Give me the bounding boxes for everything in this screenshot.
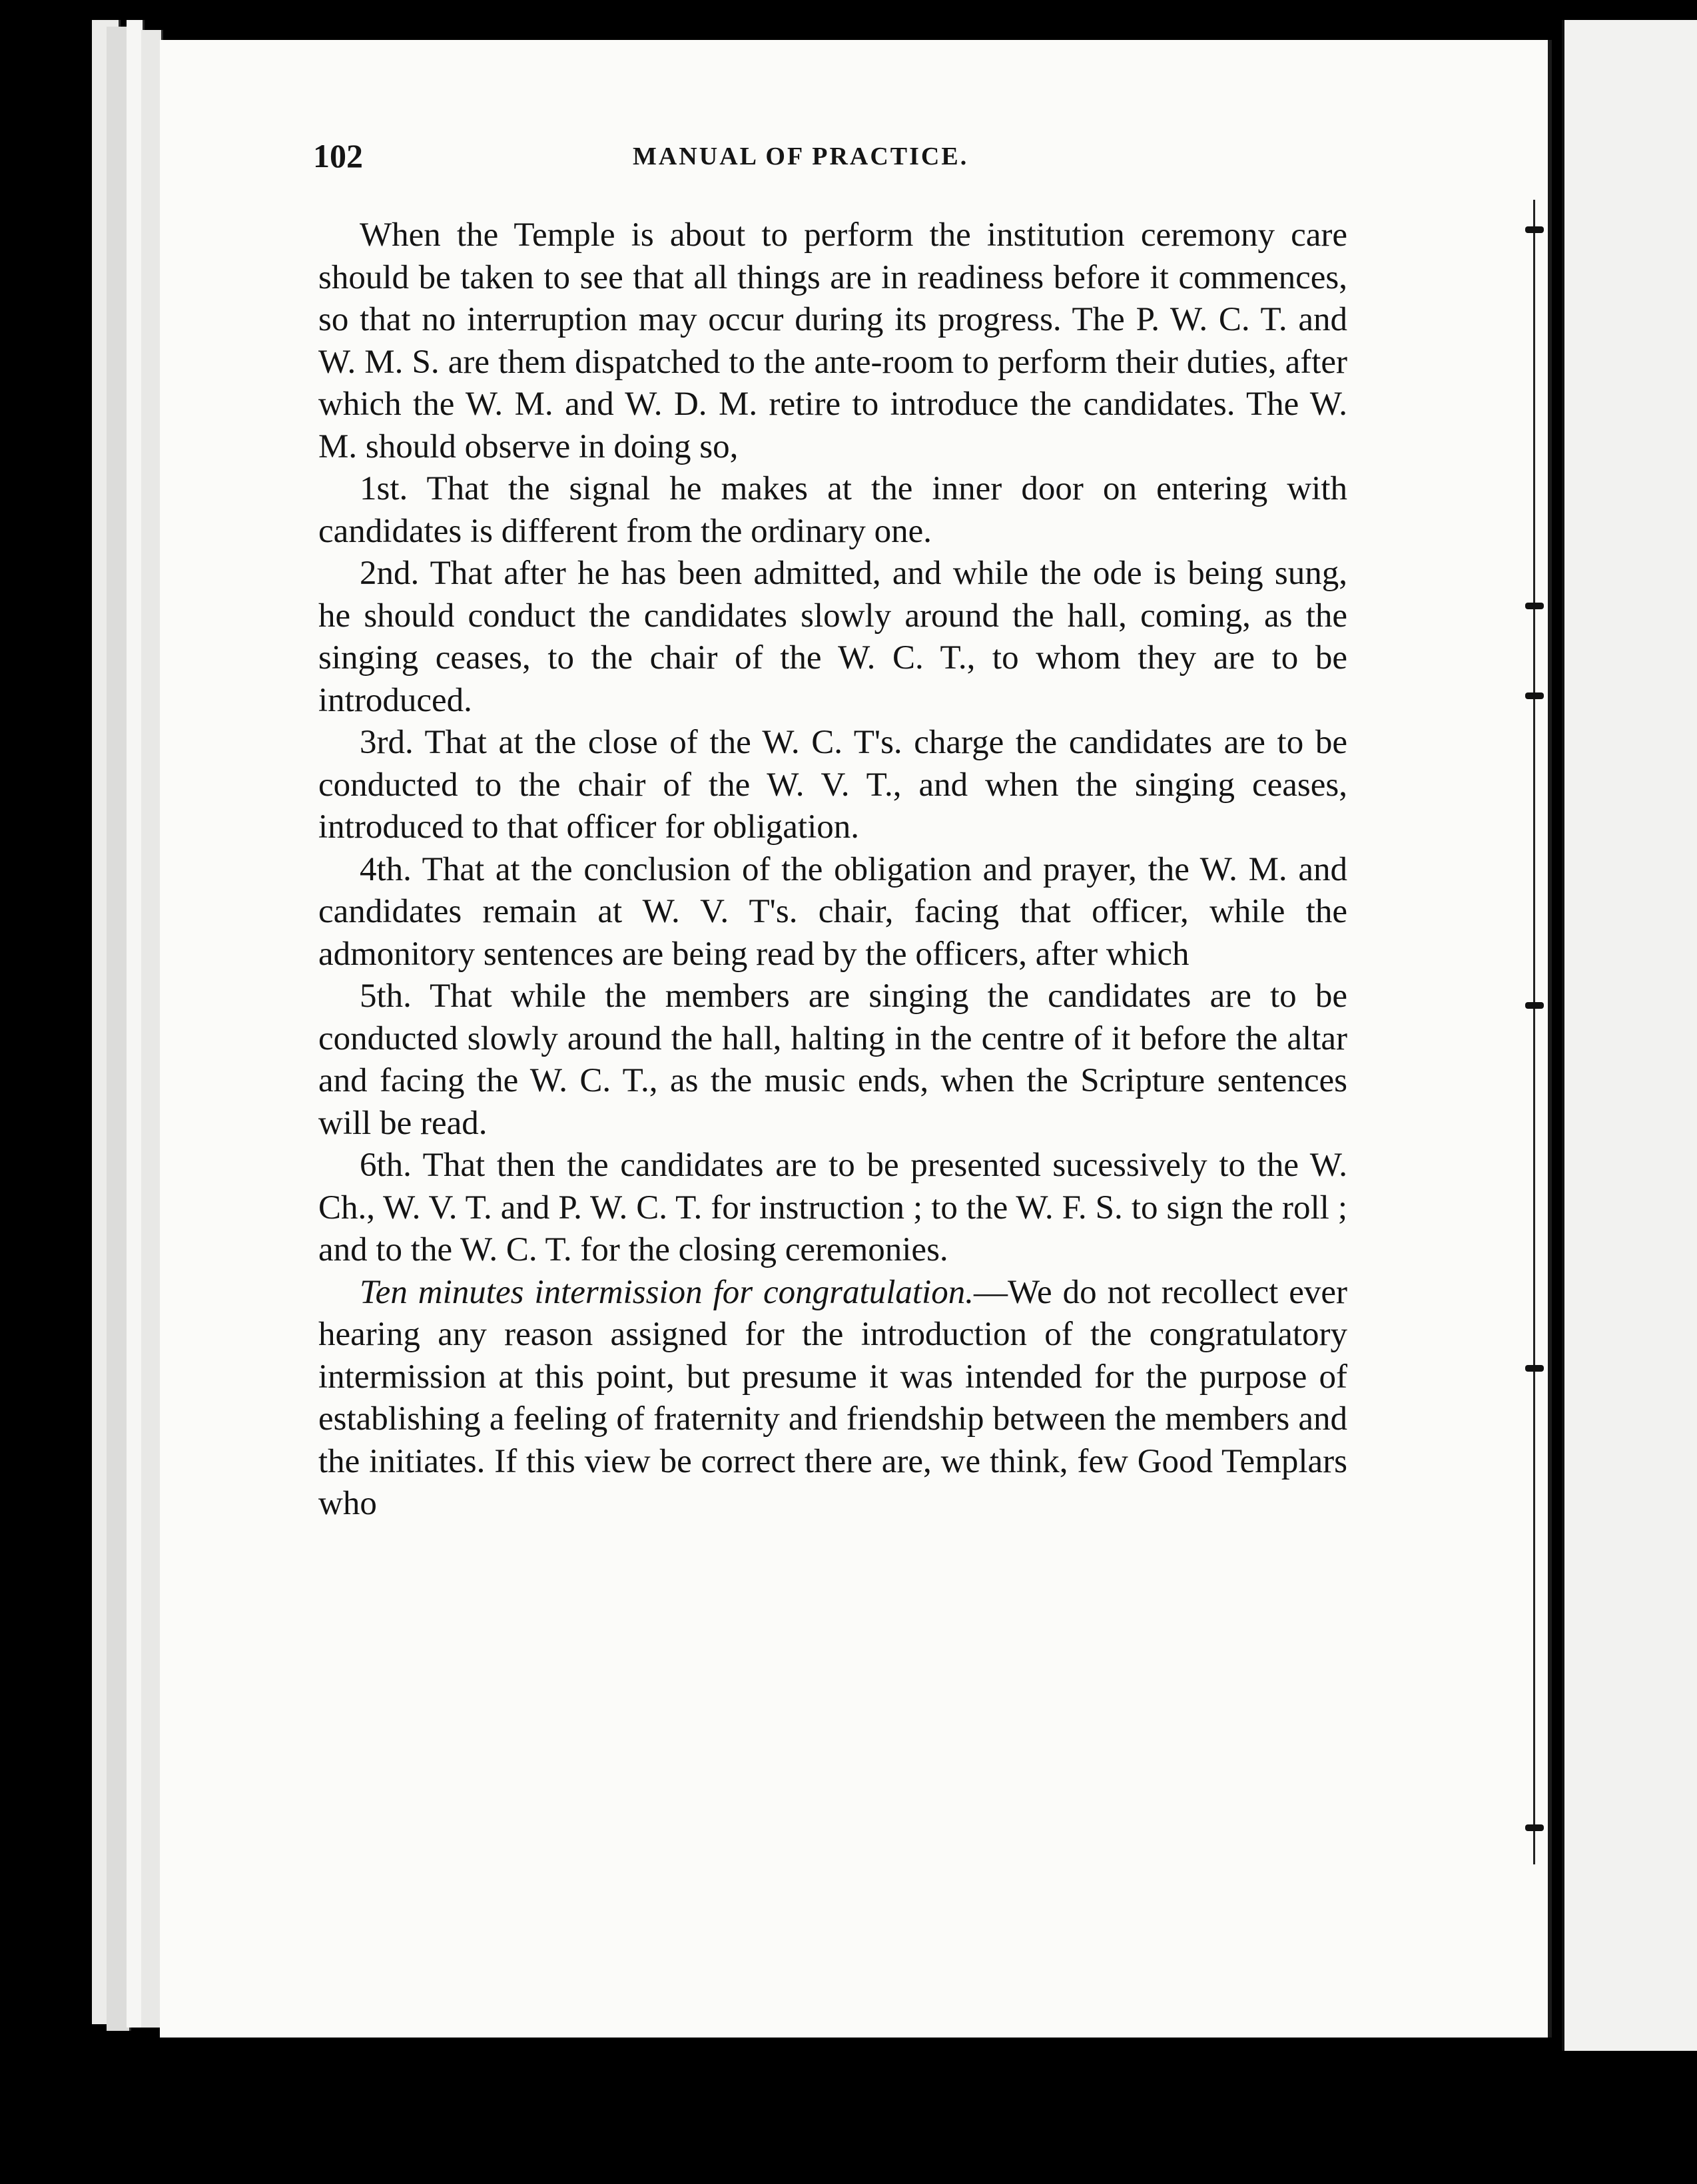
paragraph: 5th. That while the members are singing the candidates are to be conducted slowly around the hall, halting in the centre of it before the altar and facing the W. C. T., as the music ends, when the Scripture sentences will be read. xyxy=(318,977,1347,1142)
page-header xyxy=(313,136,1352,183)
facing-page-strip xyxy=(1562,20,1697,2051)
binding-thread xyxy=(1533,200,1535,1864)
binding-stitch xyxy=(1525,692,1544,699)
paragraph-last xyxy=(318,1272,1347,1525)
paragraph: 1st. That the signal he makes at the inner door on entering with candidates is different from the ordinary one. xyxy=(318,470,1347,550)
paragraph-text: —We do not recollect ever hearing any reason assigned for the introduction of the congratulatory intermission at this point, but presume it was intended for the purpose of establishing a feeling of fraternity and friendship between the members and the initiates. If this view be correct there are, we think, few Good Templars who xyxy=(318,1273,1347,1522)
paragraph: 2nd. That after he has been admitted, and while the ode is being sung, he should conduct the candidates slowly around the hall, coming, as the singing ceases, to the chair of the W. C. T., to whom they are to be introduced. xyxy=(318,555,1347,719)
binding-stitch xyxy=(1525,226,1544,233)
binding-stitch xyxy=(1525,1002,1544,1009)
paragraph: When the Temple is about to perform the institution ceremony care should be taken to see that all things are in readiness before it commences, so that no interruption may occur during its progress. The P. W. C. T. and W. M. S. are them dispatched to the ante-room to perform their duties, after which the W. M. and W. D. M. retire to introduce the candidates. The W. M. should observe in doing so, xyxy=(318,216,1347,465)
page-number: 102 xyxy=(313,137,363,174)
binding-stitch xyxy=(1525,1365,1544,1372)
italic-lead: Ten minutes intermission for congratulation. xyxy=(360,1273,974,1311)
binding-stitch xyxy=(1525,1824,1544,1831)
paragraph: 6th. That then the candidates are to be presented sucessively to the W. Ch., W. V. T. and P. W. C. T. for instruction ; to the W. F. S. to sign the roll ; and to the W. C. T. for the closing ceremonies. xyxy=(318,1147,1347,1268)
page-body xyxy=(318,214,1347,1525)
paragraph: 3rd. That at the close of the W. C. T's. charge the candidates are to be conducted to the chair of the W. V. T., and when the singing ceases, introduced to that officer for obligation. xyxy=(318,724,1347,846)
binding-stitch xyxy=(1525,603,1544,609)
running-head: MANUAL OF PRACTICE. xyxy=(633,142,969,170)
paragraph: 4th. That at the conclusion of the obligation and prayer, the W. M. and candidates remain at W. V. T's. chair, facing that officer, while the admonitory sentences are being read by the officers, after which xyxy=(318,850,1347,973)
